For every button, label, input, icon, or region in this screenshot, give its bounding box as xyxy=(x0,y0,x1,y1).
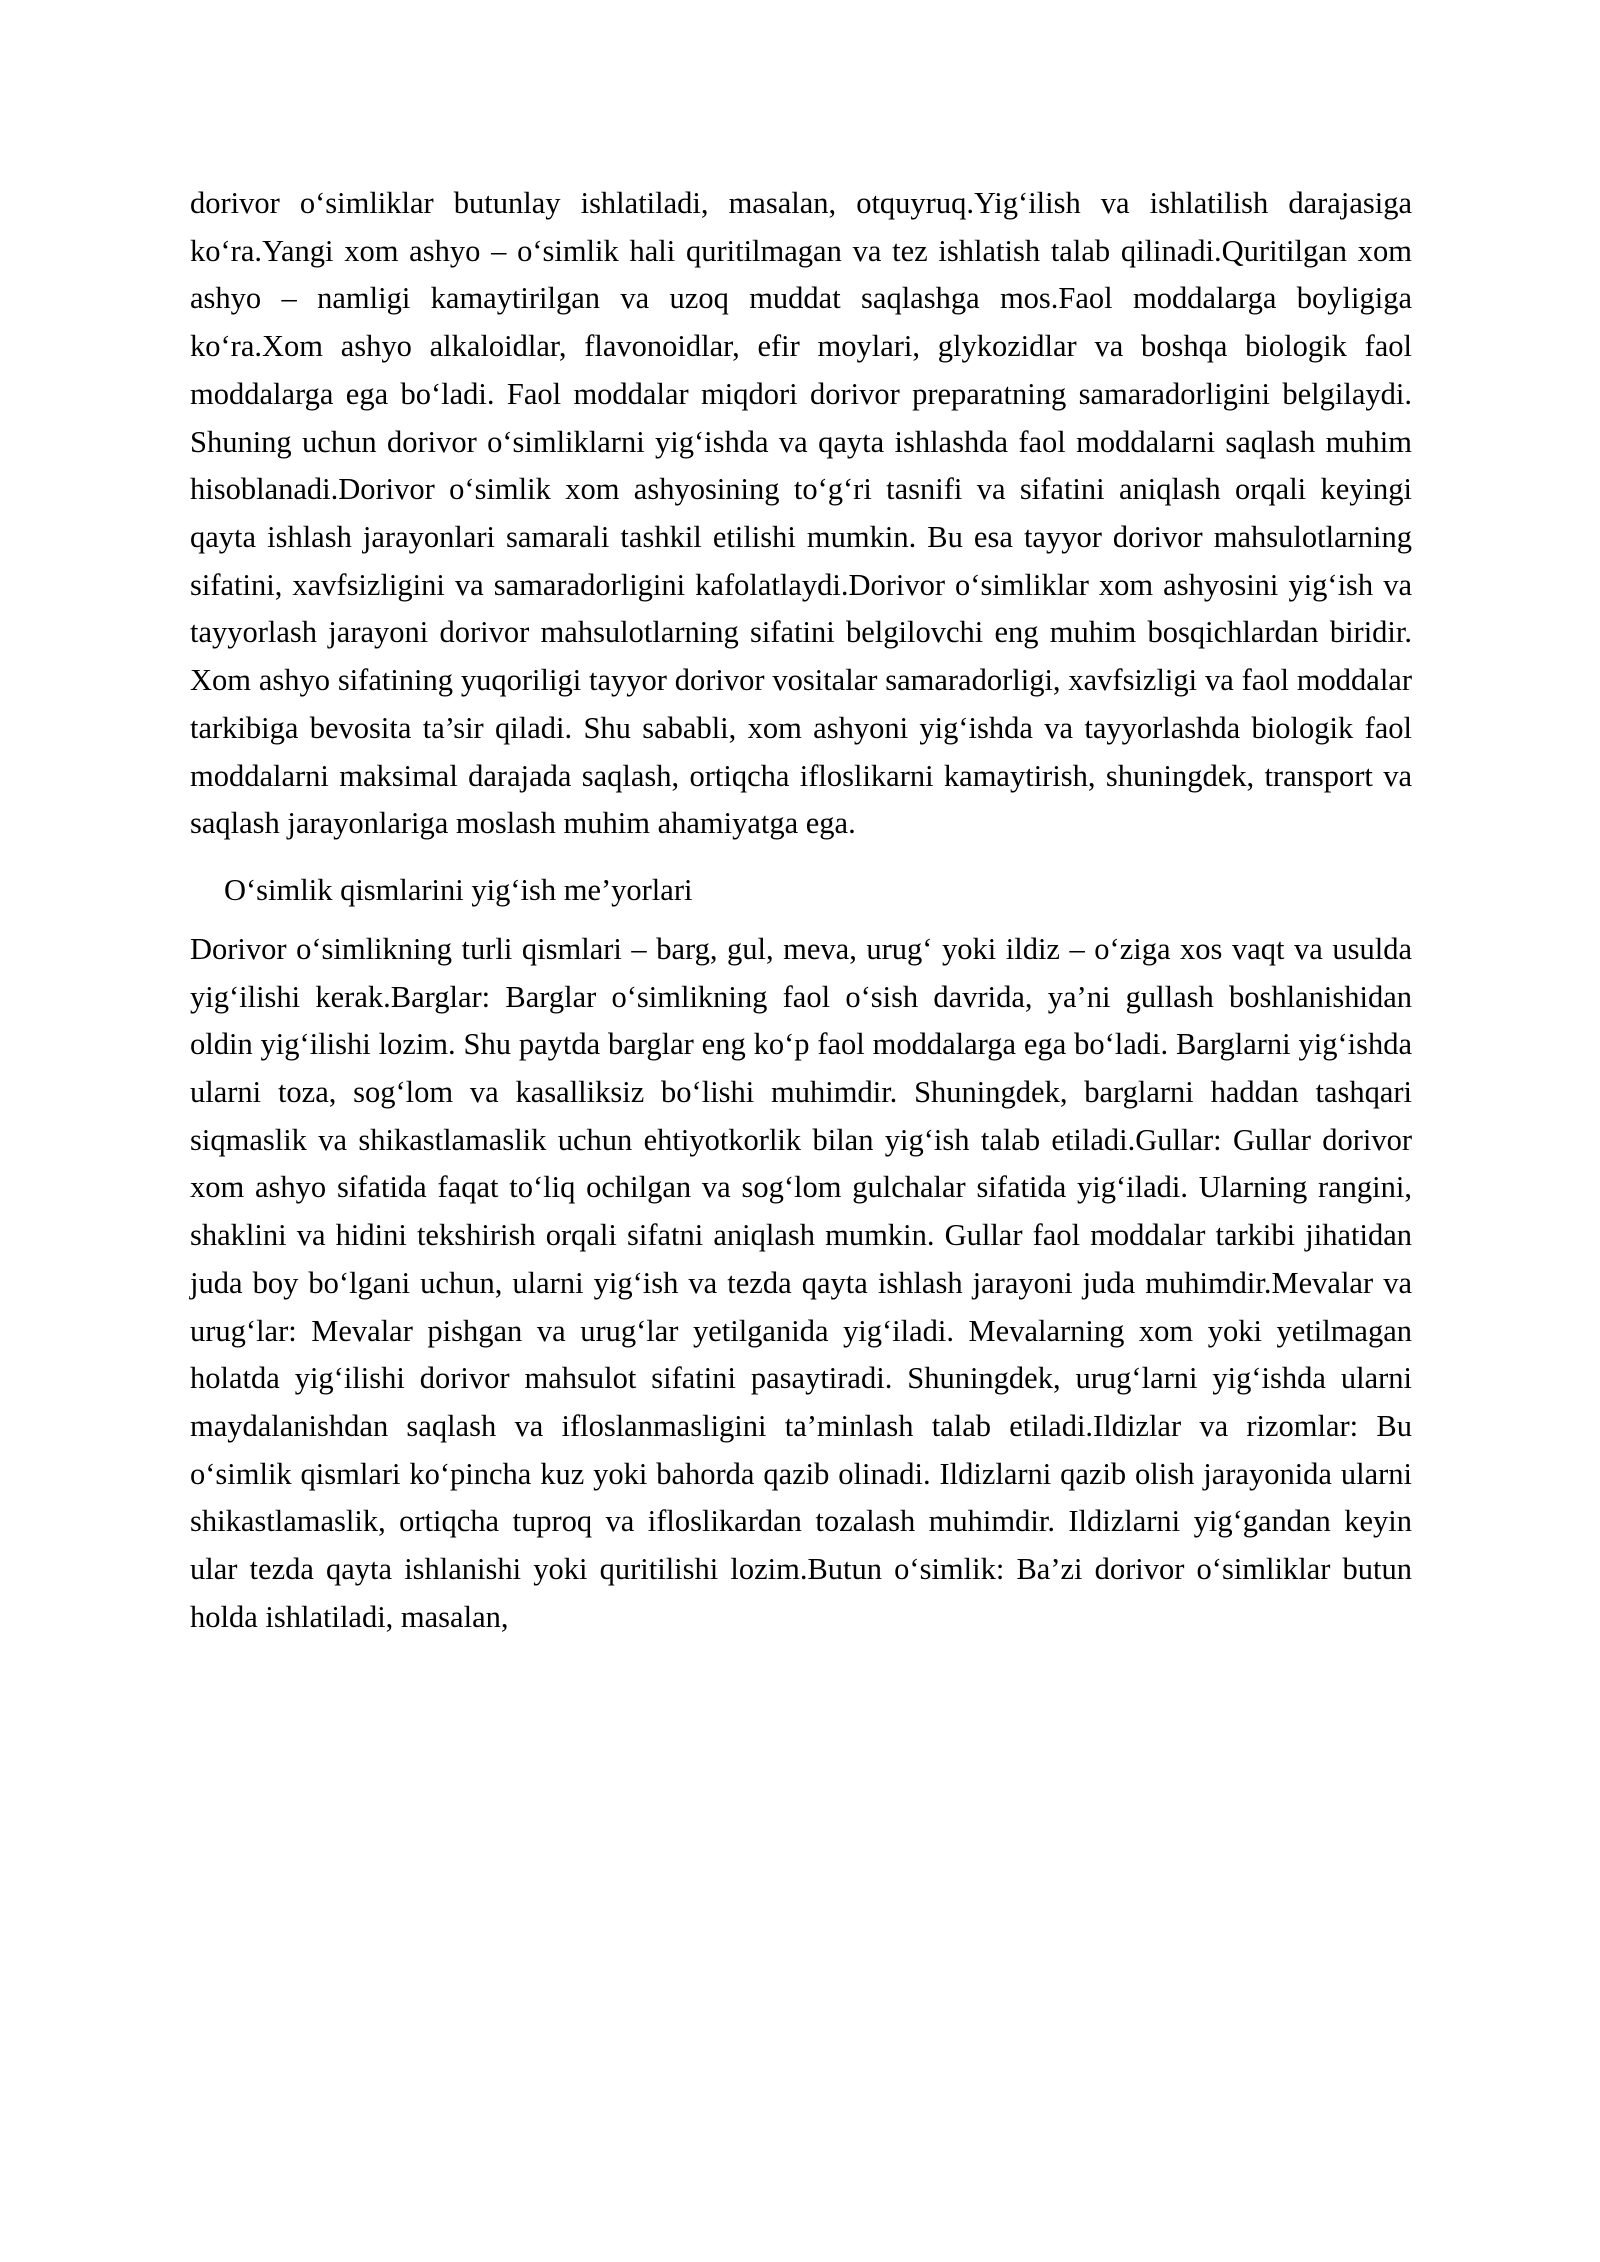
paragraph-2: Dorivor o‘simlikning turli qismlari – barg, gul, meva, urug‘ yoki ildiz – o‘ziga xos vaqt va usulda yig‘ilishi kerak.Barglar: Barglar o‘simlikning faol o‘sish davrida, ya’ni gullash boshlanishidan oldin yig‘ilishi lozim. Shu paytda barglar eng ko‘p faol moddalarga ega bo‘ladi. Barglarni yig‘ishda ularni toza, sog‘lom va kasalliksiz bo‘lishi muhimdir. Shuningdek, barglarni haddan tashqari siqmaslik va shikastlamaslik uchun ehtiyotkorlik bilan yig‘ish talab etiladi.Gullar: Gullar dorivor xom ashyo sifatida faqat to‘liq ochilgan va sog‘lom gulchalar sifatida yig‘iladi. Ularning rangini, shaklini va hidini tekshirish orqali sifatni aniqlash mumkin. Gullar faol moddalar tarkibi jihatidan juda boy bo‘lgani uchun, ularni yig‘ish va tezda qayta ishlash jarayoni juda muhimdir.Mevalar va urug‘lar: Mevalar pishgan va urug‘lar yetilganida yig‘iladi. Mevalarning xom yoki yetilmagan holatda yig‘ilishi dorivor mahsulot sifatini pasaytiradi. Shuningdek, urug‘larni yig‘ishda ularni maydalanishdan saqlash va ifloslanmasligini ta’minlash talab etiladi.Ildizlar va rizomlar: Bu o‘simlik qismlari ko‘pincha kuz yoki bahorda qazib olinadi. Ildizlarni qazib olish jarayonida ularni shikastlamaslik, ortiqcha tuproq va ifloslikardan tozalash muhimdir. Ildizlarni yig‘gandan keyin ular tezda qayta ishlanishi yoki quritilishi lozim.Butun o‘simlik: Ba’zi dorivor o‘simliklar butun holda ishlatiladi, masalan, xyxy=(190,931,1412,1634)
section-heading: O‘simlik qismlarini yig‘ish me’yorlari xyxy=(224,873,693,908)
paragraph-1: dorivor o‘simliklar butunlay ishlatiladi, masalan, otquyruq.Yig‘ilish va ishlatilish darajasiga ko‘ra.Yangi xom ashyo – o‘simlik hali quritilmagan va tez ishlatish talab qilinadi.Quritilgan xom ashyo – namligi kamaytirilgan va uzoq muddat saqlashga mos.Faol moddalarga boyligiga ko‘ra.Xom ashyo alkaloidlar, flavonoidlar, efir moylari, glykozidlar va boshqa biologik faol moddalarga ega bo‘ladi. Faol moddalar miqdori dorivor preparatning samaradorligini belgilaydi. Shuning uchun dorivor o‘simliklarni yig‘ishda va qayta ishlashda faol moddalarni saqlash muhim hisoblanadi.Dorivor o‘simlik xom ashyosining to‘g‘ri tasnifi va sifatini aniqlash orqali keyingi qayta ishlash jarayonlari samarali tashkil etilishi mumkin. Bu esa tayyor dorivor mahsulotlarning sifatini, xavfsizligini va samaradorligini kafolatlaydi.Dorivor o‘simliklar xom ashyosini yig‘ish va tayyorlash jarayoni dorivor mahsulotlarning sifatini belgilovchi eng muhim bosqichlardan biridir. Xom ashyo sifatining yuqoriligi tayyor dorivor vositalar samaradorligi, xavfsizligi va faol moddalar tarkibiga bevosita ta’sir qiladi. Shu sababli, xom ashyoni yig‘ishda va tayyorlashda biologik faol moddalarni maksimal darajada saqlash, ortiqcha ifloslikarni kamaytirish, shuningdek, transport va saqlash jarayonlariga moslash muhim ahamiyatga ega. xyxy=(190,186,1412,841)
page-content xyxy=(190,180,1412,1642)
